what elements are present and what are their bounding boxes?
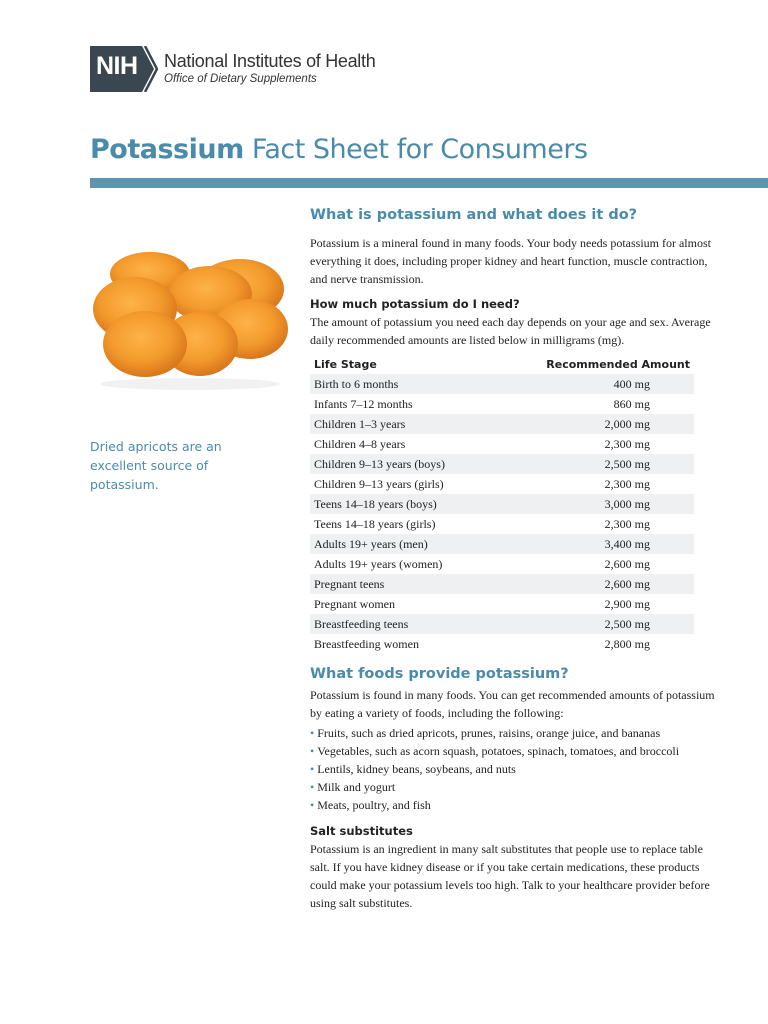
list-item-text: Lentils, kidney beans, soybeans, and nuts	[317, 762, 516, 776]
amount-cell: 2,000 mg	[494, 414, 694, 434]
list-item-text: Meats, poultry, and fish	[317, 798, 431, 812]
amount-cell: 2,800 mg	[604, 636, 650, 651]
amount-cell: 3,400 mg	[494, 534, 694, 554]
title-divider	[90, 178, 768, 188]
nih-badge	[90, 46, 158, 92]
section-body-how-much: The amount of potassium you need each day depends on your age and sex. Average daily recommended amounts are listed below in milligrams (mg).	[310, 315, 711, 347]
life-stage-cell: Children 4–8 years	[314, 436, 406, 451]
life-stage-cell: Infants 7–12 months	[314, 396, 413, 411]
main-content	[310, 205, 720, 912]
table-row	[310, 614, 694, 634]
table-row	[310, 634, 694, 654]
list-item	[310, 796, 720, 814]
amount-cell: 2,500 mg	[494, 454, 694, 474]
table-row	[310, 554, 694, 574]
amount-cell: 2,300 mg	[604, 436, 650, 451]
recommended-amounts-table	[310, 354, 694, 654]
section-heading-foods: What foods provide potassium?	[310, 666, 569, 682]
amount-cell: 2,500 mg	[494, 614, 694, 634]
list-item	[310, 760, 720, 778]
section-body-salt: Potassium is an ingredient in many salt substitutes that people use to replace table salt. If you have kidney disease or if you take certain medications, these products could make your potassium levels too high. Talk to your healthcare provider before using salt substitutes.	[310, 842, 710, 910]
nih-badge-text: NIH	[96, 52, 138, 80]
amount-cell: 2,300 mg	[604, 516, 650, 531]
life-stage-cell: Adults 19+ years (men)	[310, 534, 494, 554]
bullet-icon: •	[310, 798, 315, 812]
amount-cell: 2,300 mg	[604, 476, 650, 491]
bullet-icon: •	[310, 744, 315, 758]
table-row	[310, 454, 694, 474]
table-row	[310, 474, 694, 494]
list-item	[310, 724, 720, 742]
title-bold: Potassium	[90, 134, 244, 165]
food-list	[310, 724, 720, 814]
table-header-row	[310, 354, 694, 374]
nih-logo	[90, 46, 375, 92]
life-stage-cell: Breastfeeding women	[314, 636, 419, 651]
table-row	[310, 434, 694, 454]
list-item-text: Fruits, such as dried apricots, prunes, raisins, orange juice, and bananas	[317, 726, 661, 740]
table-row	[310, 594, 694, 614]
amount-cell: 2,600 mg	[604, 556, 650, 571]
amount-cell: 2,600 mg	[494, 574, 694, 594]
table-row	[310, 374, 694, 394]
list-item	[310, 742, 720, 760]
table-row	[310, 534, 694, 554]
section-body-what-is: Potassium is a mineral found in many foods. Your body needs potassium for almost everything it does, including proper kidney and heart function, muscle contraction, and nerve transmission.	[310, 236, 711, 286]
table-row	[310, 414, 694, 434]
office-name: Office of Dietary Supplements	[164, 73, 317, 85]
life-stage-cell: Children 9–13 years (boys)	[310, 454, 494, 474]
amount-cell: 3,000 mg	[494, 494, 694, 514]
life-stage-cell: Children 1–3 years	[310, 414, 494, 434]
amount-cell: 400 mg	[494, 374, 694, 394]
section-body-foods: Potassium is found in many foods. You can get recommended amounts of potassium by eating a variety of foods, including the following:	[310, 688, 715, 720]
life-stage-cell: Teens 14–18 years (girls)	[314, 516, 436, 531]
table-row	[310, 494, 694, 514]
dried-apricots-image	[90, 234, 290, 394]
list-item	[310, 778, 720, 796]
table-row	[310, 394, 694, 414]
image-caption: Dried apricots are an excellent source of potassium.	[90, 439, 222, 492]
section-heading-salt: Salt substitutes	[310, 824, 413, 838]
column-header-amount: Recommended Amount	[546, 357, 690, 371]
section-heading-what-is: What is potassium and what does it do?	[310, 207, 638, 223]
amount-cell: 860 mg	[613, 396, 650, 411]
org-name: National Institutes of Health	[164, 51, 376, 71]
amount-cell: 2,900 mg	[604, 596, 650, 611]
section-heading-how-much: How much potassium do I need?	[310, 297, 520, 311]
table-row	[310, 514, 694, 534]
life-stage-cell: Pregnant women	[314, 596, 395, 611]
bullet-icon: •	[310, 762, 315, 776]
bullet-icon: •	[310, 780, 315, 794]
life-stage-cell: Breastfeeding teens	[310, 614, 494, 634]
column-header-life-stage: Life Stage	[314, 357, 377, 371]
table-row	[310, 574, 694, 594]
page-title	[90, 134, 588, 165]
life-stage-cell: Adults 19+ years (women)	[314, 556, 443, 571]
title-light: Fact Sheet for Consumers	[251, 134, 588, 165]
list-item-text: Vegetables, such as acorn squash, potatoes, spinach, tomatoes, and broccoli	[317, 744, 680, 758]
life-stage-cell: Birth to 6 months	[310, 374, 494, 394]
life-stage-cell: Pregnant teens	[310, 574, 494, 594]
life-stage-cell: Teens 14–18 years (boys)	[310, 494, 494, 514]
list-item-text: Milk and yogurt	[317, 780, 396, 794]
bullet-icon: •	[310, 726, 315, 740]
life-stage-cell: Children 9–13 years (girls)	[314, 476, 444, 491]
